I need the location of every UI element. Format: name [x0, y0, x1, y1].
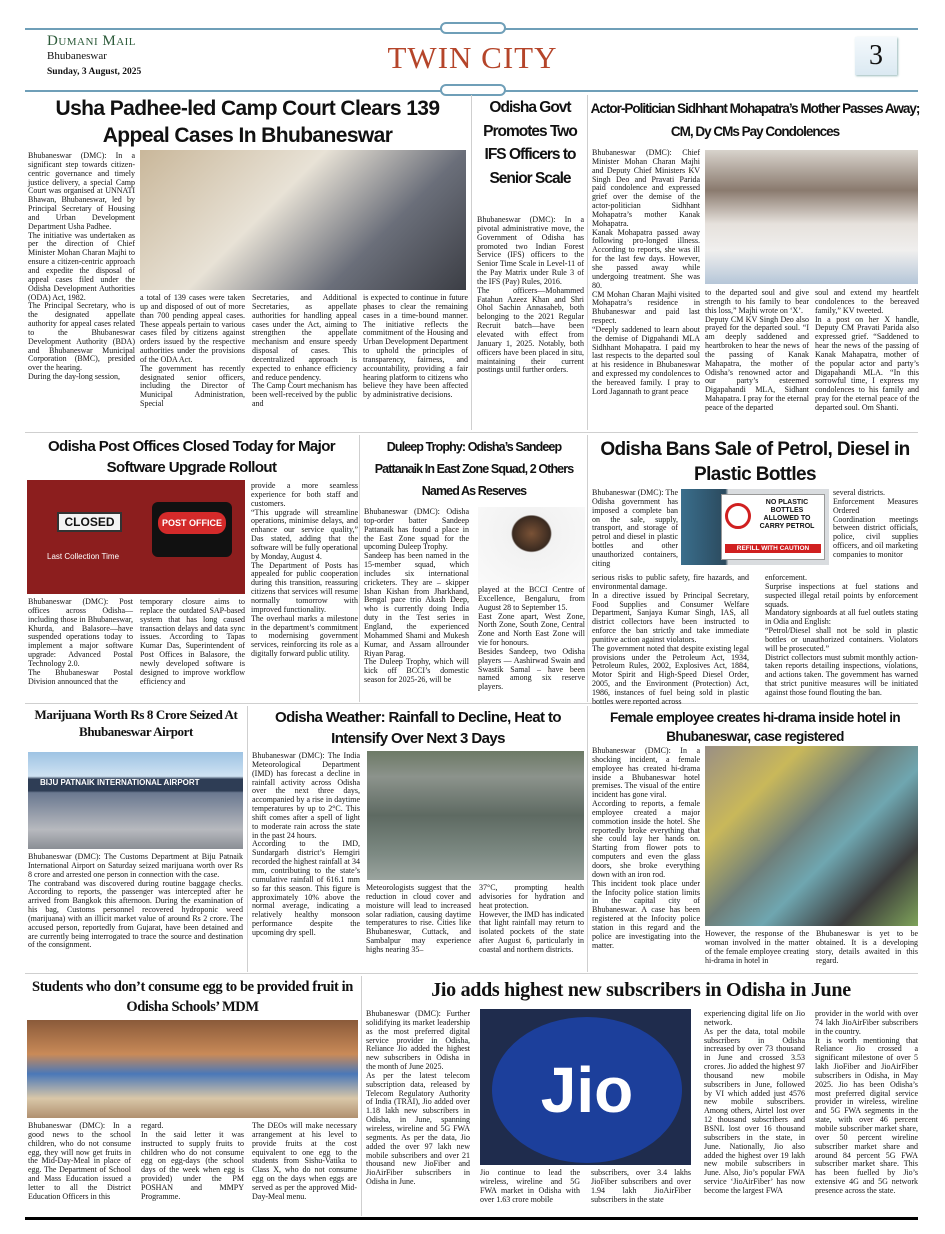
- article-text: several districts. Enforcement Measures Ordered Coordination meetings between district officials, police, civil supplies officers, and oil marketing companies to monitor: [833, 488, 918, 559]
- headline: Odisha Post Offices Closed Today for Major Software Upgrade Rollout: [47, 438, 336, 476]
- headline: Female employee creates hi-drama inside hotel in Bhubaneswar, case registered: [609, 710, 901, 744]
- article-text: Bhubaneswar (DMC): The India Meteorological Department (IMD) has forecast a decline in rainfall activity across Odisha over the next three days, accompanied by a rise in daytime temperatures by up to 2°C. This shift comes after a spell of light to moderate rain across the state in the past 24 hours. According to the IMD, Sundargarh district’s Hemgiri recorded the highest rainfall at 34 mm, contributing to the state’s cumulative rainfall of 616.1 mm so far this season. This figure is approximately 10% above the normal average, indicating a relatively healthy monsoon performance despite the upcoming dry spell.: [252, 751, 360, 937]
- headline: Usha Padhee-led Camp Court Clears 139 Appeal Cases In Bhubaneswar: [55, 97, 440, 147]
- article-text: Bhubaneswar (DMC): Odisha top-order batter Sandeep Pattanaik has found a place in the East Zone squad for the upcoming Duleep Trophy. Sandeep has been named in the 15-member squad, which includes six international cricketers. They are – skipper Ishan Kishan from Jharkhand, Bengal pace trio Akash Deep, who is currently doing India duty in the Test series in England, the experienced Mohammed Shami and Mukesh Kumar, and Assam allrounder Riyan Parag. The Duleep Trophy, which will kick off BCCI’s domestic season for 2025-26, will be: [364, 507, 469, 685]
- issue-date: Sunday, 3 August, 2025: [47, 67, 142, 77]
- hotel-incident-photo: [705, 746, 918, 926]
- divider: [471, 95, 472, 430]
- article-text: Bhubaneswar (DMC): In a shocking incident, a female employee has created hi-drama inside a Bhubaneswar hotel premises. The visual of the entire incident has gone viral. According to reports, a female employee created a major commotion inside the hotel. She reportedly broke everything that she could lay her hands on. Starting from flower pots to computers and even the glass doors, she broke everything down with an iron rod. This incident took place under the Infocity police station limits in the capital city of Bhubaneswar. A case has been registered at the Infocity police station in this regard and the police are investigating into the matter.: [592, 746, 700, 950]
- article-text: Bhubaneswar (DMC): The Customs Department at Biju Patnaik International Airport on Saturday seized marijuana worth over Rs 8 crore and arrested one person in connection with the case. The contraband was discovered during routine baggage checks. According to reports, the passenger was intercepted after he arrived from Bangkok this afternoon. During the examination of his bag, Customs personnel recovered hydroponic weed (marijuana) with an illicit market value of around Rs 2 crore. The accused person, reportedly from Gujarat, have been detained and are currently being interrogated to trace the source and destination of the consignment.: [28, 852, 243, 950]
- article-text: is expected to continue in future phases to clear the remaining cases in a time-bound manner. The initiative reflects the commitment of the Housing and Urban Development Department to uphold the principles of transparency, fairness, and accountability, providing a fair hearing platform to citizens who believe they have been affected by administrative decisions.: [363, 293, 468, 400]
- divider: [587, 435, 588, 702]
- post-office-sign: [152, 502, 232, 557]
- article-text: Bhubaneswar is yet to be obtained. It is a developing story, details awaited in this regard.: [816, 929, 918, 965]
- article-text: enforcement. Surprise inspections at fuel stations and suspected illegal retail points by enforcement squads. Mandatory signboards at all fuel outlets stating in Odia and English: “Petrol/Diesel shall not be sold in plastic bottles or unauthorized containers. Violators will be prosecuted.” District collectors must submit monthly action-taken reports detailing inspections, violations, and actions taken. The government has warned that strict punitive measures will be initiated against those found flouting the ban.: [765, 573, 918, 697]
- no-bottle-icon: [725, 503, 751, 529]
- students-meal-photo: [27, 1020, 358, 1118]
- article-text: However, the response of the woman involved in the matter of the female employee creating hi-drama in hotel in: [705, 929, 809, 965]
- article-text: 37°C, prompting health advisories for hydration and heat protection. However, the IMD has indicated that light rainfall may return to isolated pockets of the state after August 6, particularly in coastal and northern districts.: [479, 883, 584, 954]
- divider: [361, 976, 362, 1216]
- article-text: subscribers, over 3.4 lakhs JioFiber subscribers and over 1.94 lakh JioAirFiber subscribers in the state: [591, 1168, 691, 1204]
- jio-logo: Jio: [492, 1017, 682, 1163]
- divider: [587, 706, 588, 972]
- paper-name: Dumani Mail: [47, 33, 137, 49]
- jio-logo-photo: [480, 1009, 691, 1165]
- article-text: serious risks to public safety, fire hazards, and environmental damage. In a directive issued by Principal Secretary, Food Supplies and Consumer Welfare Department, Sanjaya Kumar Singh, IAS, all district collectors have been instructed to enforce the ban strictly and take immediate punitive action against violators. The government noted that despite existing legal provisions under the Petroleum Act, 1934, Petroleum Rules, 2002, Explosives Act, 1884, Motor Spirit and High-Speed Diesel Order, 2005, and the Environment (Protection) Act, 1986, instances of fuel being sold in plastic bottles were reported across: [592, 573, 749, 706]
- headline: Odisha Bans Sale of Petrol, Diesel in Plastic Bottles: [600, 439, 910, 485]
- article-text: to the departed soul and give strength to his family to bear this loss,” Majhi wrote on ‘X’. Deputy CM KV Singh Deo also prayed for the departed soul. “I am deeply saddened and heartbroken to hear the news of the passing of Kanak Mahapatra, the mother of Odisha’s renowned actor and our party’s esteemed Digapahandi MLA, Sidhant Mahapatra. I pray for the eternal peace of the departed: [705, 288, 809, 412]
- divider: [25, 973, 918, 974]
- article-text: Bhubaneswar (DMC): Chief Minister Mohan Charan Majhi and Deputy Chief Ministers KV Singh Deo and Pravati Parida paid condolence and expressed grief over the demise of the actor-politician Sidhhant Mohapatra’s mother Kanak Mohapatra. Kanak Mohapatra passed away following pro-longed illness. According to reports, she was ill for the last few days. However, she passed away while undergoing treatment. She was 80. CM Mohan Charan Majhi visited Mohapatra’s residence in Bhubaneswar and paid last respect. “Deeply saddened to learn about the demise of Digpahandi MLA Sidhhant Mohapatra. I paid my last respects to the departed soul at his residence in Bhubaneswar and expressed my condolences to the bereaved family. I pray to Lord Jagannath to grant peace: [592, 148, 700, 396]
- article-text: Bhubaneswar (DMC): Post offices across Odisha—including those in Bhubaneswar, Khurda, and Balasore—have suspended operations today to implement a major software upgrade: Advanced Postal Technology 2.0. The Bhubaneswar Postal Division announced that the: [28, 597, 133, 686]
- article-text: regard. In the said letter it was instructed to supply fruits to children who do not consume egg on egg-days (the school days of the week when egg is provided) under the PM POSHAN and MMPY Programme.: [141, 1121, 244, 1201]
- headline: Actor-Politician Sidhhant Mohapatra’s Mother Passes Away; CM, Dy CMs Pay Condolences: [590, 101, 920, 139]
- article-text: Bhubaneswar (DMC): In a good news to the school children, who do not consume egg, they will now get fruits in the Mid-Day-Meal in place of egg. The Department of School and Mass Education issued a letter to all the District Education Officers in this: [28, 1121, 131, 1201]
- article-text: Secretaries, and Additional Secretaries, as appellate authorities for handling appeal cases under the Act, aiming to strengthen the appellate mechanism and ensure speedy disposal of cases. This decentralized approach is expected to enhance efficiency and reduce pendency. The Camp Court mechanism has been well-received by the public and: [252, 293, 357, 409]
- footer-rule: [25, 1217, 918, 1220]
- headline: Marijuana Worth Rs 8 Crore Seized At Bhubaneswar Airport: [34, 707, 238, 739]
- section-title: TWIN CITY: [387, 40, 558, 75]
- article-text: temporary closure aims to replace the outdated SAP-based system that has long caused transaction delays and data sync issues. According to Tapas Kumar Das, Superintendent of Post Offices in Balasore, the newly developed software is designed to improve workflow efficiency and: [140, 597, 245, 686]
- divider: [359, 435, 360, 702]
- page-number: 3: [855, 37, 897, 75]
- divider: [25, 432, 918, 433]
- ornament-icon: [440, 22, 506, 34]
- headline: Odisha Govt Promotes Two IFS Officers to Senior Scale: [483, 99, 577, 187]
- divider: [25, 703, 918, 704]
- headline: Jio adds highest new subscribers in Odisha in June: [431, 979, 851, 1001]
- divider: [247, 706, 248, 972]
- article-text: provider in the world with over 74 lakh JioAirFiber subscribers in the country. It is worth mentioning that Reliance Jio crossed a significant milestone of over 5 lakh JioFiber and JioAirFiber subscribers in Odisha, in May 2025. Jio has been Odisha’s most preferred digital service provider in wireless, wireline and 5G FWA segments in the state, with over 46 percent mobile subscriber market share, over 50 percent wireline subscriber market share and around 84 percent 5G FWA subscriber market share. This has been fuelled by Jio’s extensive 4G and 5G network presence across the state.: [815, 1009, 918, 1195]
- sign-text: NO PLASTIC BOTTLES ALLOWED TO CARRY PETROL: [759, 499, 815, 530]
- article-text: a total of 139 cases were taken up and disposed of out of more than 700 pending appeal cases. These appeals pertain to various cases filed by citizens against orders issued by the respective authorities under the provisions of the ODA Act. The government has recently designated senior officers, including the Director of Municipal Administration, Special: [140, 293, 245, 409]
- article-text: Bhubaneswar (DMC): In a significant step towards citizen-centric governance and timely justice delivery, a special Camp Court was organised at UNNATI Bhawan, Bhubaneswar, led by Principal Secretary of Housing and Urban Development Department Usha Padhee. The initiative was undertaken as per the direction of Chief Minister Mohan Charan Majhi to ensure a citizen-centric approach and expedite the disposal of appeal cases filed under the Odisha Development Authorities (ODA) Act, 1982. The Principal Secretary, who is the designated appellate authority for appeal cases related to the Bhubaneswar Development Authority (BDA) and Bhubaneswar Municipal Corporation (BMC), presided over the hearing. During the day-long session,: [28, 151, 135, 382]
- sandeep-pattanaik-photo: [478, 507, 585, 583]
- rainfall-photo: [367, 751, 584, 880]
- headline: Odisha Weather: Rainfall to Decline, Heat to Intensify Over Next 3 Days: [275, 709, 561, 747]
- headline: Duleep Trophy: Odisha’s Sandeep Pattanaik In East Zone Squad, 2 Others Named As Reserves: [374, 440, 574, 498]
- article-text: The DEOs will make necessary arrangement at his level to provide fruits at the cost equivalent to one egg to the students from Sishu-Vatika to Class X, who do not consume egg on the days when eggs are served as per the approved Mid-Day-Meal menu.: [252, 1121, 357, 1201]
- condolence-photo: [705, 150, 918, 284]
- paper-city: Bhubaneswar: [47, 50, 107, 62]
- article-text: played at the BCCI Centre of Excellence, Bengaluru, from August 28 to September 15. East Zone apart, West Zone, North Zone, South Zone, Central Zone and North East Zone will vie for honours. Besides Sandeep, two Odisha players — Aashirwad Swain and Swastik Samal – have been named among six reserve players.: [478, 585, 585, 692]
- article-text: soul and extend my heartfelt condolences to the bereaved family,” KV tweeted. In a post on her X handle, Deputy CM Pravati Parida also expressed grief. “Saddened to hear the news of the passing of Kanak Mahapatra, mother of the popular actor and party’s Digapahandi MLA. “In this sorrowful time, I express my condolences to his family and pray for the eternal peace of the departed soul. Om Shanti.: [815, 288, 919, 412]
- camp-court-photo: [140, 150, 466, 290]
- article-text: Bhubaneswar (DMC): Further solidifying its market leadership as the most preferred digital service provider in Odisha, Reliance Jio added the highest new subscribers in Odisha in the month of June 2025. As per the latest telecom subscription data, released by Telecom Regulatory Authority of India (TRAI), Jio added over 1.18 lakh new subscribers in Odisha, in June, spanning wireless, wireline and 5G FWA segments. As per the data, Jio added the over 97 lakh new mobile subscribers and over 21 thousand new JioFiber and JioAirFiber subscribers in Odisha in June.: [366, 1009, 470, 1187]
- sign-banner: REFILL WITH CAUTION: [725, 544, 821, 553]
- airport-sign: BIJU PATNAIK INTERNATIONAL AIRPORT: [40, 778, 200, 787]
- collection-time-label: Last Collection Time: [47, 552, 120, 561]
- article-text: provide a more seamless experience for both staff and customers. “This upgrade will streamline operations, minimise delays, and enhance our service quality,” Das stated, adding that the software will be fully operational by Monday, August 4. The Department of Posts has appealed for public cooperation during this transition, reassuring citizens that services will resume normally tomorrow with improved functionality. The overhaul marks a milestone in the department’s commitment to modernising government services, reinforcing its role as a digitally forward public utility.: [251, 481, 358, 659]
- article-text: Bhubaneswar (DMC): The Odisha government has imposed a complete ban on the sale, supply, transport, and storage of petrol and diesel in plastic bottles and other unauthorized containers, citing: [592, 488, 678, 568]
- article-text: experiencing digital life on Jio network. As per the data, total mobile subscribers in Odisha increased by over 73 thousand in June and crossed 3.53 crores. Jio added the highest 97 thousand new mobile subscribers in June, followed by VI which added just 4576 new mobile subscribers. Among others, Airtel lost over 12 thousand subscribers and BSNL lost over 16 thousand subscribers in the state, in June. Nationally, Jio also added the highest over 19 lakh new mobile subscribers in June. Also, Jio’s popular FWA service ‘JioAirFiber’ has now become the largest FWA: [704, 1009, 805, 1195]
- airport-photo: [28, 752, 243, 849]
- headline: Students who don’t consume egg to be provided fruit in Odisha Schools’ MDM: [32, 979, 353, 1015]
- article-text: Jio continue to lead the wireless, wireline and 5G FWA market in Odisha with over 1.63 crore mobile: [480, 1168, 580, 1204]
- closed-sign: CLOSED: [57, 512, 122, 532]
- post-office-photo: [27, 480, 245, 594]
- article-text: Meteorologists suggest that the reduction in cloud cover and moisture will lead to increased solar radiation, causing daytime temperatures to rise. Cities like Bhubaneswar, Cuttack, and Sambalpur may experience highs nearing 35–: [366, 883, 471, 954]
- no-plastic-sign-photo: [681, 489, 829, 565]
- divider: [587, 95, 588, 430]
- article-text: Bhubaneswar (DMC): In a pivotal administrative move, the Government of Odisha has promoted two Indian Forest Service (IFS) officers to the Senior Time Scale in Level-11 of the Pay Matrix under Rule 3 of the IFS (Pay) Rules, 2016. The officers—Mohammed Fatahun Azeez Khan and Shri Ohol Sachin Annasaheb, both belonging to the 2021 Regular Recruit batch—have been elevated with effect from January 1, 2025. Notably, both officers have been placed in situ, maintaining their current postings until further orders.: [477, 215, 584, 375]
- post-office-sign-text: POST OFFICE: [158, 512, 226, 534]
